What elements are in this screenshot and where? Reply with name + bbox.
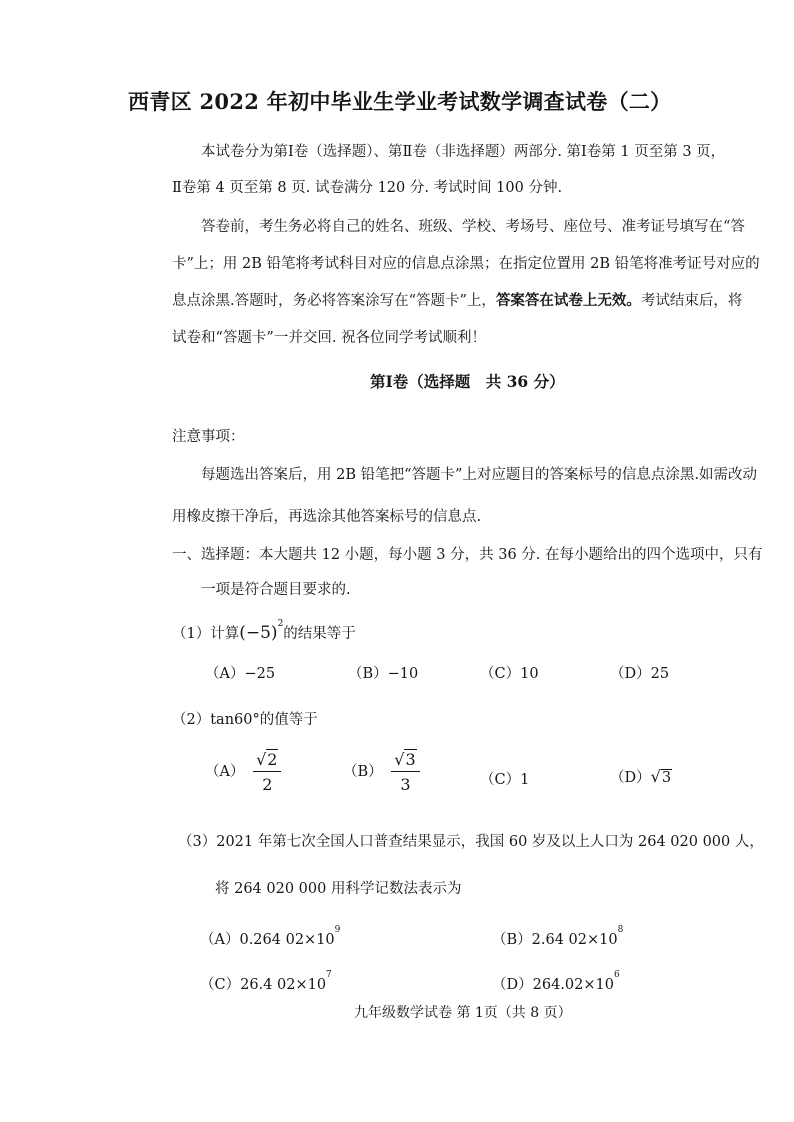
q1-option-c: （C）10: [480, 666, 539, 682]
q2-option-b: [343, 750, 420, 794]
q3-option-c: [200, 970, 332, 994]
intro-line-5-end: 考试结束后，将: [640, 293, 743, 309]
q1-suffix: 的结果等于: [283, 626, 356, 642]
q2-option-b-label: （B）: [343, 764, 383, 780]
q1-prefix: （1）计算: [172, 626, 240, 642]
q2-option-d-label: （D）: [610, 770, 651, 786]
q3-option-b-exponent: 8: [617, 925, 624, 935]
exam-title: 西青区 2022 年初中毕业生学业考试数学调查试卷（二）: [128, 89, 672, 114]
q1-option-a: （A）−25: [205, 666, 276, 682]
q3-stem-2: 将 264 020 000 用科学记数法表示为: [215, 881, 462, 897]
q2-option-a-denominator: 2: [262, 775, 273, 794]
q3-option-d-exponent: 6: [613, 970, 620, 980]
q3-option-d: [492, 970, 620, 994]
q2-option-b-radicand: 3: [405, 750, 416, 769]
q3-option-a: [200, 925, 341, 949]
intro-line-5-text: 息点涂黑.答题时，务必将答案涂写在“答题卡”上，: [172, 293, 496, 309]
q2-option-a: [205, 750, 281, 794]
q2-option-b-denominator: 3: [400, 775, 411, 794]
q2-option-a-fraction: $\frac{√2}{2}$: [253, 750, 281, 794]
notes-heading: 注意事项：: [172, 429, 245, 445]
q2-option-c: （C）1: [480, 772, 530, 788]
intro-line-5: [172, 289, 742, 310]
q1-option-b: （B）−10: [348, 666, 419, 682]
intro-line-1: 本试卷分为第Ⅰ卷（选择题）、第Ⅱ卷（非选择题）两部分. 第Ⅰ卷第 1 页至第 3 页，: [201, 144, 726, 160]
notes-line-2: 用橡皮擦干净后，再选涂其他答案标号的信息点.: [172, 509, 482, 525]
q3-option-a-text: （A）0.264 02×10: [200, 932, 335, 948]
q3-option-c-text: （C）26.4 02×10: [200, 977, 327, 993]
section-title: 第Ⅰ卷（选择题 共 36 分）: [370, 372, 565, 391]
q3-option-c-exponent: 7: [326, 970, 332, 980]
part1-line-2: 一项是符合题目要求的.: [201, 582, 351, 598]
part1-line-1: 一、选择题：本大题共 12 小题，每小题 3 分，共 36 分. 在每小题给出的四个选项中，只有: [172, 547, 763, 563]
q1-exponent: 2: [277, 619, 284, 629]
q3-stem: （3）2021 年第七次全国人口普查结果显示，我国 60 岁及以上人口为 264 020 000 人，: [178, 834, 764, 850]
intro-line-6: 试卷和“答题卡”一并交回. 祝各位同学考试顺利！: [172, 330, 487, 346]
q2-stem: （2）tan60°的值等于: [172, 712, 318, 728]
page-footer: 九年级数学试卷 第 1页（共 8 页）: [354, 1005, 572, 1021]
q1-stem: [172, 619, 356, 643]
q2-option-d-radicand: 3: [661, 770, 672, 786]
q2-option-b-fraction: $\frac{√3}{3}$: [391, 750, 419, 794]
intro-line-3: 答卷前，考生务必将自己的姓名、班级、学校、考场号、座位号、准考证号填写在“答: [201, 219, 745, 235]
q3-option-a-exponent: 9: [334, 925, 341, 935]
q1-expression: (−5): [239, 623, 278, 643]
q3-option-b-text: （B）2.64 02×10: [492, 932, 618, 948]
q2-option-a-radicand: 2: [267, 750, 278, 769]
q1-option-d: （D）25: [610, 666, 670, 682]
q3-option-d-text: （D）264.02×10: [492, 977, 614, 993]
intro-line-2: Ⅱ卷第 4 页至第 8 页. 试卷满分 120 分. 考试时间 100 分钟.: [172, 180, 563, 196]
notes-line-1: 每题选出答案后，用 2B 铅笔把“答题卡”上对应题目的答案标号的信息点涂黑.如需改动: [201, 467, 758, 483]
q3-option-b: [492, 925, 624, 949]
intro-line-4: 卡”上；用 2B 铅笔将考试科目对应的信息点涂黑；在指定位置用 2B 铅笔将准考证号对应的: [172, 256, 760, 272]
intro-line-5-bold: 答案答在试卷上无效。: [495, 292, 641, 309]
q2-option-a-label: （A）: [205, 764, 245, 780]
q2-option-d: （D）√3: [610, 767, 672, 786]
